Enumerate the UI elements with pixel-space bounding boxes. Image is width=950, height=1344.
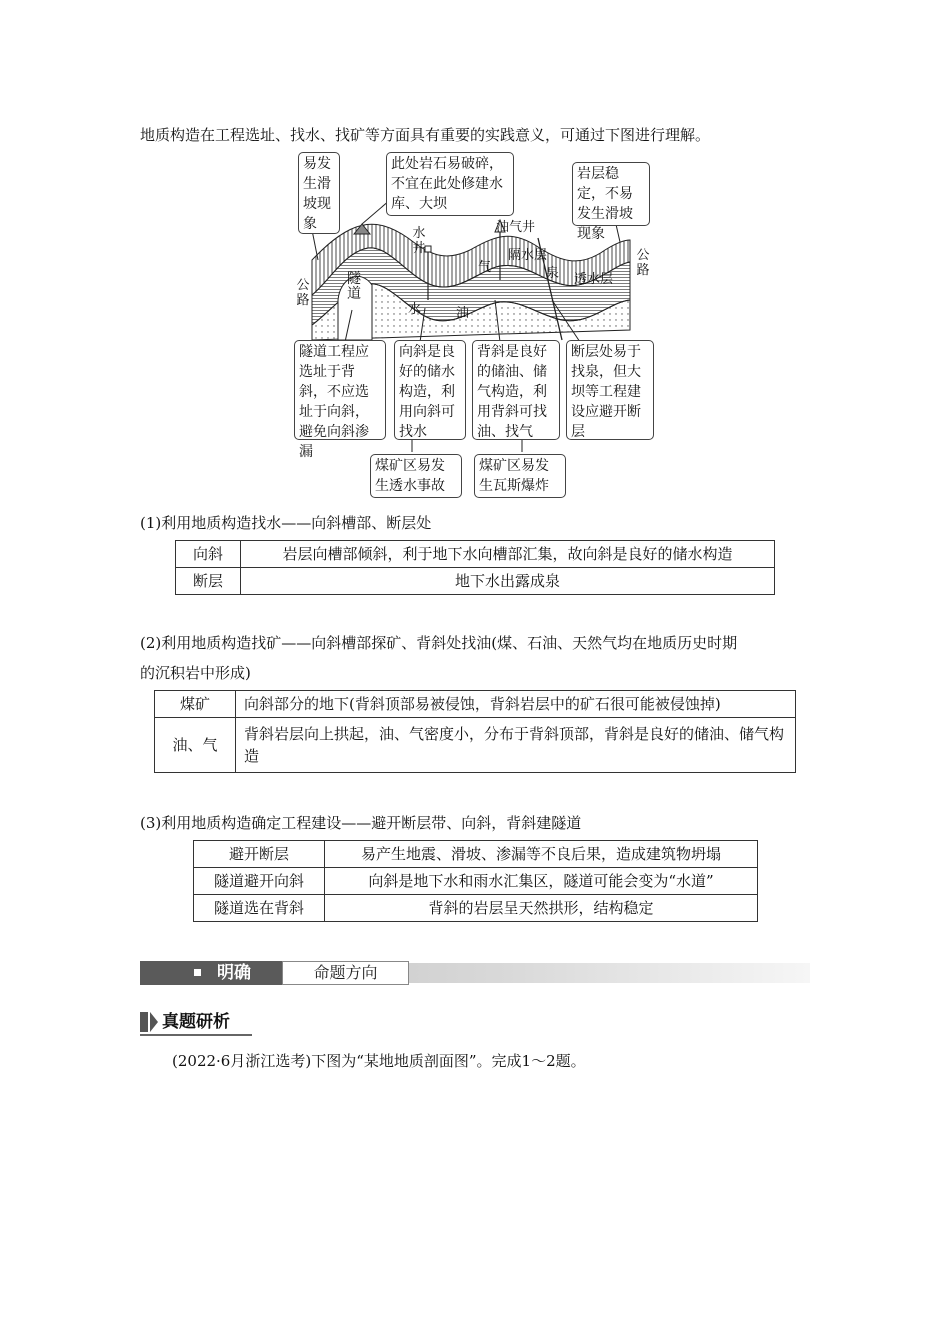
table-value: 地下水出露成泉	[241, 568, 775, 595]
table-value: 易产生地震、滑坡、渗漏等不良后果，造成建筑物坍塌	[325, 841, 758, 868]
section1-heading: (1)利用地质构造找水——向斜槽部、断层处	[140, 514, 432, 532]
oil-gas-well-label: 油气井	[496, 220, 536, 235]
barrier-layer-label: 隔水层	[508, 248, 548, 263]
table-value: 向斜部分的地下(背斜顶部易被侵蚀，背斜岩层中的矿石很可能被侵蚀掉)	[236, 691, 796, 718]
table-key: 断层	[176, 568, 241, 595]
section2-table	[154, 690, 796, 773]
coal-gas-callout: 煤矿区易发生瓦斯爆炸	[474, 454, 566, 498]
stable-layer-callout: 岩层稳定，不易发生滑坡现象	[572, 162, 650, 226]
section2-heading-line2: 的沉积岩中形成)	[140, 664, 251, 682]
table-row	[155, 691, 796, 718]
spring-label: 泉	[546, 266, 560, 281]
bar-icon	[140, 1012, 148, 1032]
landslide-callout: 易发生滑坡现象	[298, 152, 340, 234]
gas-label: 气	[478, 260, 492, 275]
subsection-title: 真题研析	[162, 1012, 230, 1032]
coal-water-callout: 煤矿区易发生透水事故	[370, 454, 462, 498]
table-value: 背斜的岩层呈天然拱形，结构稳定	[325, 895, 758, 922]
table-key: 煤矿	[155, 691, 236, 718]
section3-heading: (3)利用地质构造确定工程建设——避开断层带、向斜，背斜建隧道	[140, 814, 582, 832]
water-label: 水	[408, 302, 422, 317]
subsection-underline	[140, 1034, 252, 1036]
table-row	[194, 841, 758, 868]
road-left-label: 公路	[296, 278, 310, 308]
table-row	[194, 868, 758, 895]
table-key: 避开断层	[194, 841, 325, 868]
subsection-header	[140, 1010, 252, 1034]
permeable-layer-label: 透水层	[574, 272, 614, 287]
arrow-marker-icon	[150, 1012, 158, 1032]
anticline-callout: 背斜是良好的储油、储气构造，利用背斜可找油、找气	[472, 340, 560, 440]
table-row	[155, 718, 796, 773]
table-row	[194, 895, 758, 922]
bullet-square-icon	[194, 969, 201, 976]
tunnel-label: 隧道	[347, 271, 361, 302]
road-right-label: 公路	[636, 248, 650, 278]
table-key: 向斜	[176, 541, 241, 568]
section2-heading-line1: (2)利用地质构造找矿——向斜槽部探矿、背斜处找油(煤、石油、天然气均在地质历史时期	[140, 634, 738, 652]
intro-paragraph: 地质构造在工程选址、找水、找矿等方面具有重要的实践意义，可通过下图进行理解。	[140, 126, 711, 144]
question-text: (2022·6月浙江选考)下图为“某地地质剖面图”。完成1～2题。	[172, 1052, 586, 1070]
geologic-structure-figure	[290, 150, 662, 500]
table-value: 背斜岩层向上拱起，油、气密度小，分布于背斜顶部，背斜是良好的储油、储气构造	[236, 718, 796, 773]
table-row	[176, 568, 775, 595]
table-key: 油、气	[155, 718, 236, 773]
tunnel-callout: 隧道工程应选址于背斜，不应选址于向斜，避免向斜渗漏	[294, 340, 386, 440]
fault-callout: 断层处易于找泉，但大坝等工程建设应避开断层	[566, 340, 654, 440]
banner-bold-label: 明确	[217, 963, 251, 983]
oil-label: 油	[456, 306, 470, 321]
banner-tab-label: 命题方向	[282, 961, 409, 985]
section1-table	[175, 540, 775, 595]
syncline-callout: 向斜是良好的储水构造，利用向斜可找水	[394, 340, 466, 440]
dam-callout: 此处岩石易破碎，不宜在此处修建水库、大坝	[386, 152, 514, 216]
section-banner	[140, 960, 810, 986]
section3-table	[193, 840, 758, 922]
table-value: 向斜是地下水和雨水汇集区，隧道可能会变为“水道”	[325, 868, 758, 895]
table-row	[176, 541, 775, 568]
table-key: 隧道避开向斜	[194, 868, 325, 895]
table-key: 隧道选在背斜	[194, 895, 325, 922]
water-well-label: 水井	[412, 226, 426, 256]
banner-dark-block	[140, 961, 282, 985]
table-value: 岩层向槽部倾斜，利于地下水向槽部汇集，故向斜是良好的储水构造	[241, 541, 775, 568]
